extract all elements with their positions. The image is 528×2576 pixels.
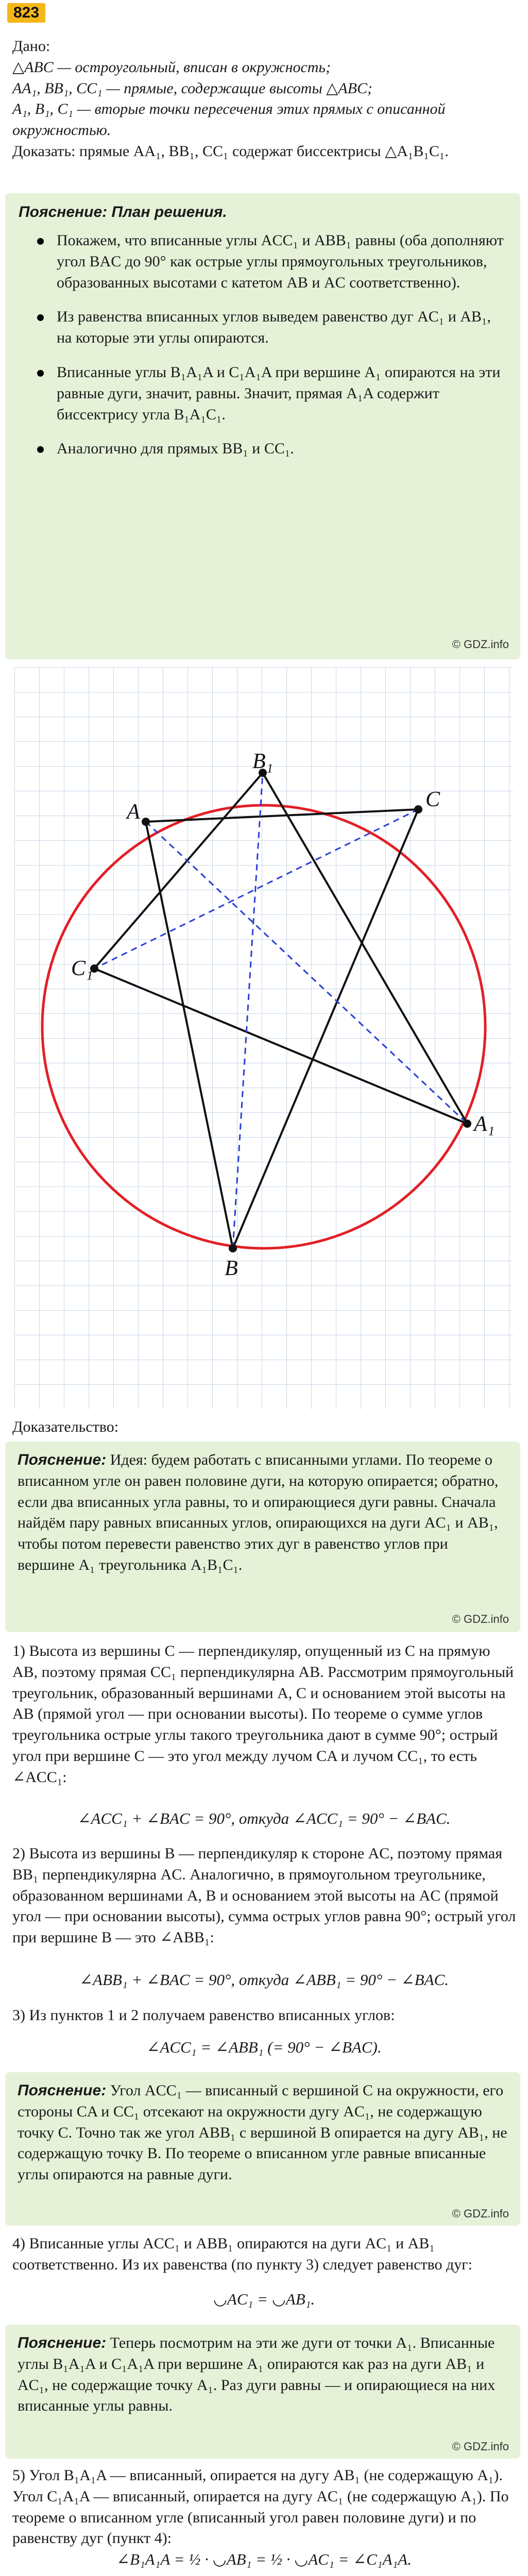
figure-svg: [0, 667, 528, 1409]
step-4-formula: ◡AC₁ = ◡AB₁.: [213, 2290, 315, 2308]
point-b: [229, 1244, 237, 1252]
explanation-box-1: [5, 1442, 520, 1632]
step-3: [12, 2005, 517, 2026]
plan-item: Вписанные углы B₁A₁A и C₁A₁A при вершине A₁ опираются на эти равные дуги, значит, равны. Значит, прямая A₁A содержит биссектрису угла B₁A₁C₁.: [19, 362, 507, 425]
label-b: B: [225, 1257, 238, 1280]
plan-item: Покажем, что вписанные углы ACC₁ и ABB₁ равны (оба дополняют угол BAC до 90° как острые углы прямоугольных треугольников, образованных высотами с катетом AB и AC соответственно).: [19, 230, 507, 293]
circumscribed-circle: [42, 805, 485, 1248]
point-a1: [463, 1120, 471, 1128]
label-c1: C₁: [71, 957, 93, 980]
given-block: [12, 36, 517, 162]
problem-number-badge: 823: [7, 3, 45, 23]
plan-title: Пояснение: План решения.: [19, 204, 227, 221]
step-4: [12, 2233, 517, 2276]
given-line-3: A₁, B₁, C₁ — вторые точки пересечения этих прямых с описанной окружностью.: [12, 100, 446, 139]
step-2: [12, 1843, 517, 1948]
line-cc1: [94, 809, 418, 969]
step-3-formula: ∠ACC₁ = ∠ABB₁ (= 90° − ∠BAC).: [146, 2038, 382, 2056]
step-2-formula: ∠ABB₁ + ∠BAC = 90°, откуда ∠ABB₁ = 90° − ∠BAC.: [79, 1971, 449, 1989]
explanation-box-2: [5, 2072, 520, 2226]
explanation-lead: Пояснение:: [18, 2082, 107, 2099]
step-5: [12, 2465, 517, 2549]
plan-item: Аналогично для прямых BB₁ и CC₁.: [19, 438, 507, 460]
explanation-watermark: © GDZ.info: [452, 1613, 509, 1625]
proof-label: Доказательство:: [12, 1418, 119, 1435]
explanation-text: Идея: будем работать с вписанными углами. По теореме о вписанном угле он равен половине дуги, на которую опирается; обратно, если два вписанных угла равны, то и опирающиеся дуги равны. Сначала найдём пару равных вписанных углов, опирающихся на дуги AC₁ и AB₁, чтобы потом перевести равенство этих дуг в равенство углов при вершине A₁ треугольника A₁B₁C₁.: [18, 1451, 499, 1573]
step-2-text: 2) Высота из вершины B — перпендикуляр к стороне AC, поэтому прямая BB₁ перпендикулярна AC. Аналогично, в прямоугольном треугольнике, образованном вершинами A, B и основанием этой высоты на AC (прямой угол — при основании высоты), сумма острых углов равна 90°; острый угол при вершине B — это ∠ABB₁:: [12, 1845, 516, 1946]
label-a: A: [127, 800, 140, 824]
explanation-lead: Пояснение:: [18, 1451, 107, 1468]
step-3-text: 3) Из пунктов 1 и 2 получаем равенство вписанных углов:: [12, 2007, 395, 2024]
step-4-text: 4) Вписанные углы ACC₁ и ABB₁ опираются на дуги AC₁ и AB₁ соответственно. Из их равенства (по пункту 3) следует равенство дуг:: [12, 2235, 472, 2273]
given-line-2: AA₁, BB₁, CC₁ — прямые, содержащие высоты △ABC;: [12, 79, 372, 97]
explanation-watermark: © GDZ.info: [452, 2440, 509, 2453]
step-5-text: 5) Угол B₁A₁A — вписанный, опирается на дугу AB₁ (не содержащую A₁). Угол C₁A₁A — вписанный, опирается на дугу AC₁ (не содержащую A₁). По теореме о вписанном угле (вписанный угол равен половине дуги) и по равенству дуг (пункт 4):: [12, 2467, 509, 2547]
geometry-figure: [0, 667, 528, 1409]
line-bb1: [233, 773, 263, 1248]
plan-item: Из равенства вписанных углов выведем равенство дуг AC₁ и AB₁, на которые эти углы опираются.: [19, 307, 507, 349]
plan-watermark: © GDZ.info: [452, 638, 509, 651]
prove-statement: Доказать: прямые AA₁, BB₁, CC₁ содержат биссектрисы △A₁B₁C₁.: [12, 142, 449, 160]
step-5-formula: ∠B₁A₁A = ½ · ◡AB₁ = ½ · ◡AC₁ = ∠C₁A₁A.: [116, 2550, 412, 2568]
label-a1: A₁: [474, 1112, 495, 1136]
explanation-text: Теперь посмотрим на эти же дуги от точки A₁. Вписанные углы B₁A₁A и C₁A₁A при вершине A₁ опираются как раз на дуги AB₁ и AC₁, не содержащие точку A₁. Раз дуги равны — и опирающиеся на них вписанные углы равны.: [18, 2334, 496, 2415]
plan-box: [5, 193, 520, 659]
step-1-text: 1) Высота из вершины C — перпендикуляр, опущенный из C на прямую AB, поэтому прямая CC₁ перпендикулярна AB. Рассмотрим прямоугольный треугольник, образованный вершинами A, C и основанием этой высоты на AB (прямой угол — при основании высоты). По теореме о сумме углов треугольника острые углы такого треугольника дают в сумме 90°; острый угол при вершине C — это угол между лучом CA и лучом CC₁, то есть ∠ACC₁:: [12, 1642, 514, 1786]
given-line-1: △ABC — остроугольный, вписан в окружность;: [12, 58, 331, 76]
plan-list: [19, 230, 507, 460]
label-c: C: [425, 788, 440, 811]
explanation-box-3: [5, 2325, 520, 2459]
label-b1: B₁: [252, 750, 274, 773]
triangle-abc: [146, 809, 418, 1248]
point-a: [142, 818, 150, 826]
given-label: Дано:: [12, 38, 50, 55]
explanation-text: Угол ACC₁ — вписанный с вершиной C на окружности, его стороны CA и CC₁ отсекают на окружности дугу AC₁, не содержащую точку C. Точно так же угол ABB₁ с вершиной B опирается на дугу AB₁, не содержащую точку B. По теореме о вписанном угле равные вписанные углы опираются на равные дуги.: [18, 2082, 507, 2183]
explanation-watermark: © GDZ.info: [452, 2207, 509, 2220]
step-1-formula: ∠ACC₁ + ∠BAC = 90°, откуда ∠ACC₁ = 90° − ∠BAC.: [77, 1809, 451, 1827]
point-c: [414, 805, 422, 814]
explanation-lead: Пояснение:: [18, 2334, 107, 2351]
step-1: [12, 1641, 517, 1788]
